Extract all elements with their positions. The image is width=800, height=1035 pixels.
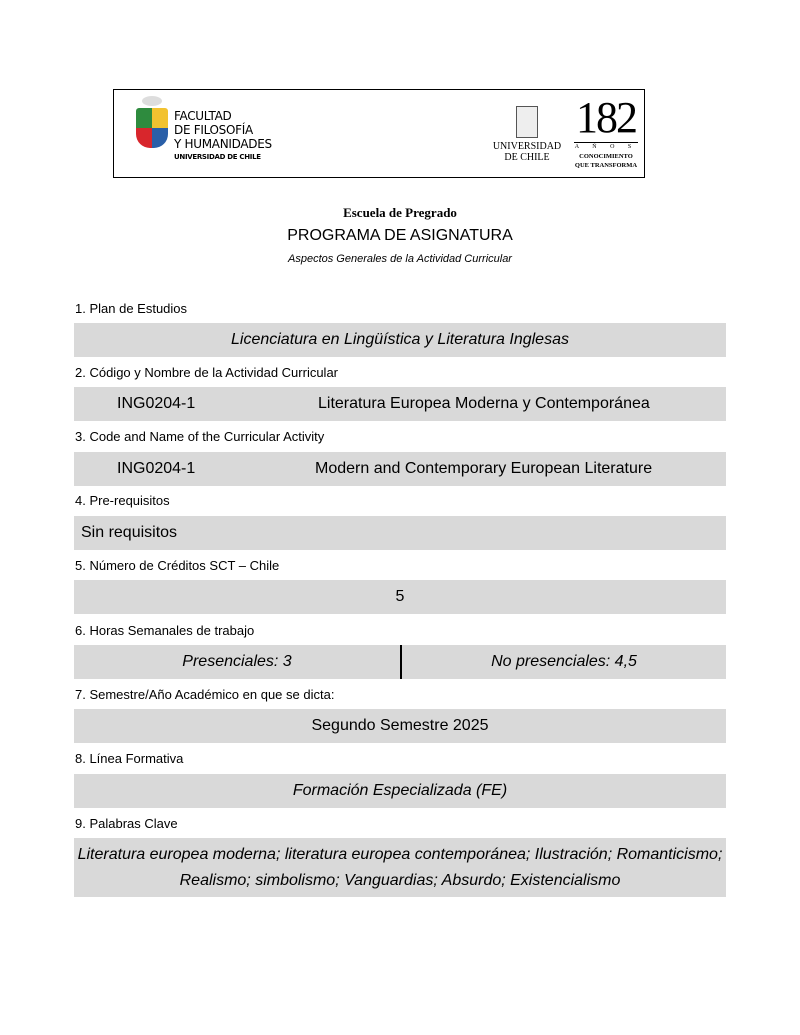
course-code-name-es (74, 387, 726, 421)
faculty-line: FACULTAD (174, 109, 232, 123)
prerequisites-value: Sin requisitos (74, 516, 726, 550)
weekly-hours (74, 645, 726, 679)
faculty-university: UNIVERSIDAD DE CHILE (174, 153, 261, 161)
school-name: Escuela de Pregrado (343, 205, 457, 220)
faculty-line: Y HUMANIDADES (174, 137, 272, 151)
university-logo (486, 102, 568, 163)
section-label: 3. Code and Name of the Curricular Activity (75, 429, 325, 444)
hours-remote: No presenciales: 4,5 (491, 653, 637, 670)
semester-value: Segundo Semestre 2025 (74, 709, 726, 743)
faculty-line: DE FILOSOFÍA (174, 123, 253, 137)
faculty-name (174, 109, 272, 163)
credits-value: 5 (74, 580, 726, 614)
anniversary-logo (574, 94, 638, 170)
keywords-value (74, 838, 726, 897)
page-subtitle: Aspectos Generales de la Actividad Curricular (288, 253, 512, 265)
university-line: DE CHILE (504, 152, 550, 163)
section-label: 5. Número de Créditos SCT – Chile (75, 558, 280, 573)
university-crest-icon (516, 106, 538, 138)
plan-value: Licenciatura en Lingüística y Literatura Inglesas (74, 323, 726, 357)
course-name: Modern and Contemporary European Literature (315, 460, 653, 477)
keywords-line: Realismo; simbolismo; Vanguardias; Absurdo; Existencialismo (179, 871, 621, 889)
keywords-line: Literatura europea moderna; literatura europea contemporánea; Ilustración; Romanticismo; (77, 845, 723, 863)
course-code: ING0204-1 (117, 460, 196, 477)
training-line-value: Formación Especializada (FE) (74, 774, 726, 808)
header-banner (113, 89, 645, 178)
section-label: 1. Plan de Estudios (75, 301, 188, 316)
course-code-name-en (74, 452, 726, 486)
motto-line: CONOCIMIENTO (579, 153, 633, 160)
anniversary-number: 182 (576, 93, 636, 142)
hours-in-person: Presenciales: 3 (74, 645, 402, 679)
section-label: 6. Horas Semanales de trabajo (75, 623, 255, 638)
section-label: 9. Palabras Clave (75, 816, 178, 831)
section-label: 4. Pre-requisitos (75, 493, 170, 508)
anniversary-sub: A Ñ O S (574, 144, 638, 150)
section-label: 2. Código y Nombre de la Actividad Curricular (75, 365, 339, 380)
section-label: 7. Semestre/Año Académico en que se dicta: (75, 687, 335, 702)
sun-emblem-icon (142, 96, 162, 106)
section-label: 8. Línea Formativa (75, 751, 184, 766)
page-title: PROGRAMA DE ASIGNATURA (287, 227, 513, 244)
university-line: UNIVERSIDAD (492, 141, 562, 152)
faculty-shield-logo (136, 108, 168, 148)
motto-line: QUE TRANSFORMA (574, 162, 638, 169)
course-name: Literatura Europea Moderna y Contemporánea (318, 395, 650, 412)
course-code: ING0204-1 (117, 395, 196, 412)
